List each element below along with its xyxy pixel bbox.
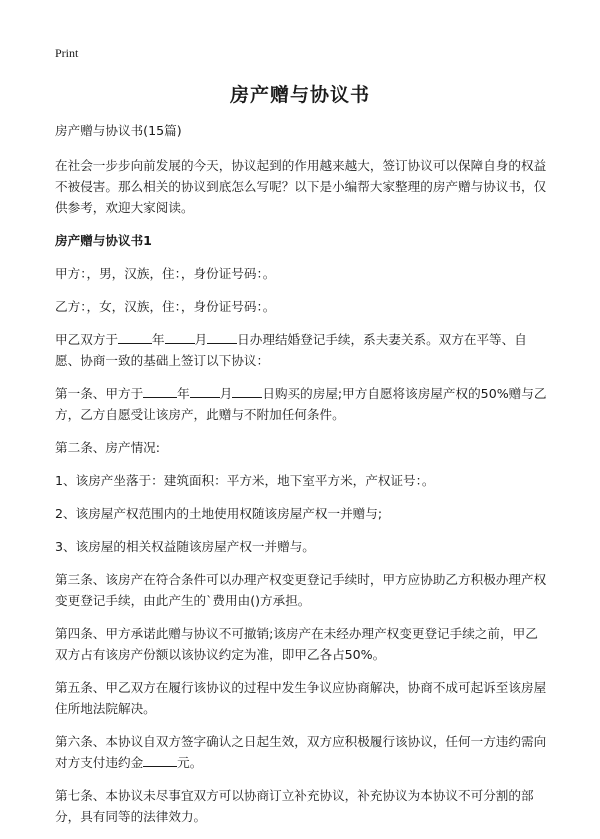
- article-2-item-1: 1、该房产坐落于：建筑面积：平方米，地下室平方米，产权证号：。: [55, 473, 435, 488]
- document-body: [55, 120, 547, 839]
- article-1-month-label: 月: [219, 386, 233, 401]
- marriage-post: 日办理结婚登记手续，系夫妻关系。双方在平等、自愿、协商一致的基础上签订以下协议：: [55, 332, 527, 368]
- article-5: 第五条、甲乙双方在履行该协议的过程中发生争议应协商解决，协商不成可起诉至该房屋住所地法院解决。: [55, 680, 547, 716]
- day-blank: [207, 329, 237, 344]
- month-blank: [165, 329, 195, 344]
- article-3: 第三条、该房产在符合条件可以办理产权变更登记手续时，甲方应协助乙方积极办理产权变更登记手续，由此产生的`费用由()方承担。: [55, 572, 547, 608]
- article-6: [55, 731, 547, 773]
- marriage-month-label: 月: [194, 332, 208, 347]
- article-2-item-3: 3、该房屋的相关权益随该房屋产权一并赠与。: [55, 539, 315, 554]
- marriage-paragraph: [55, 329, 547, 371]
- article-1-post: 日购买的房屋;甲方自愿将该房屋产权的50%赠与乙方，乙方自愿受让该房产，此赠与不附加任何条件。: [55, 386, 547, 422]
- article-6-post: 元。: [177, 755, 203, 770]
- article-2: 第二条、房产情况:: [55, 440, 160, 455]
- year-blank: [143, 383, 177, 398]
- document-subtitle: 房产赠与协议书(15篇): [55, 123, 182, 138]
- intro-paragraph: 在社会一步步向前发展的今天，协议起到的作用越来越大，签订协议可以保障自身的权益不被侵害。那么相关的协议到底怎么写呢？以下是小编帮大家整理的房产赠与协议书，仅供参考，欢迎大家阅读。: [55, 158, 547, 215]
- section-heading: 房产赠与协议书1: [55, 233, 152, 248]
- article-6-pre: 第六条、本协议自双方签字确认之日起生效，双方应积极履行该协议，任何一方违约需向对方支付违约金: [55, 734, 547, 770]
- party-b-line: 乙方：，女，汉族，住：，身份证号码：。: [55, 299, 276, 314]
- year-blank: [118, 329, 152, 344]
- print-link[interactable]: Print: [55, 46, 79, 60]
- article-4: 第四条、甲方承诺此赠与协议不可撤销;该房产在未经办理产权变更登记手续之前，甲乙双方占有该房产份额以该协议约定为准，即甲乙各占50%。: [55, 626, 538, 662]
- article-2-item-2: 2、该房屋产权范围内的土地使用权随该房屋产权一并赠与;: [55, 506, 383, 521]
- day-blank: [232, 383, 262, 398]
- article-7: 第七条、本协议未尽事宜双方可以协商订立补充协议，补充协议为本协议不可分割的部分，具有同等的法律效力。: [55, 788, 534, 824]
- article-1-pre: 第一条、甲方于: [55, 386, 144, 401]
- penalty-blank: [143, 752, 177, 767]
- article-1-year-label: 年: [177, 386, 190, 401]
- page-title: 房产赠与协议书: [229, 84, 370, 106]
- month-blank: [190, 383, 220, 398]
- marriage-pre: 甲乙双方于: [55, 332, 118, 347]
- party-a-line: 甲方：，男，汉族，住：，身份证号码：。: [55, 266, 276, 281]
- article-1: [55, 383, 547, 425]
- marriage-year-label: 年: [151, 332, 165, 347]
